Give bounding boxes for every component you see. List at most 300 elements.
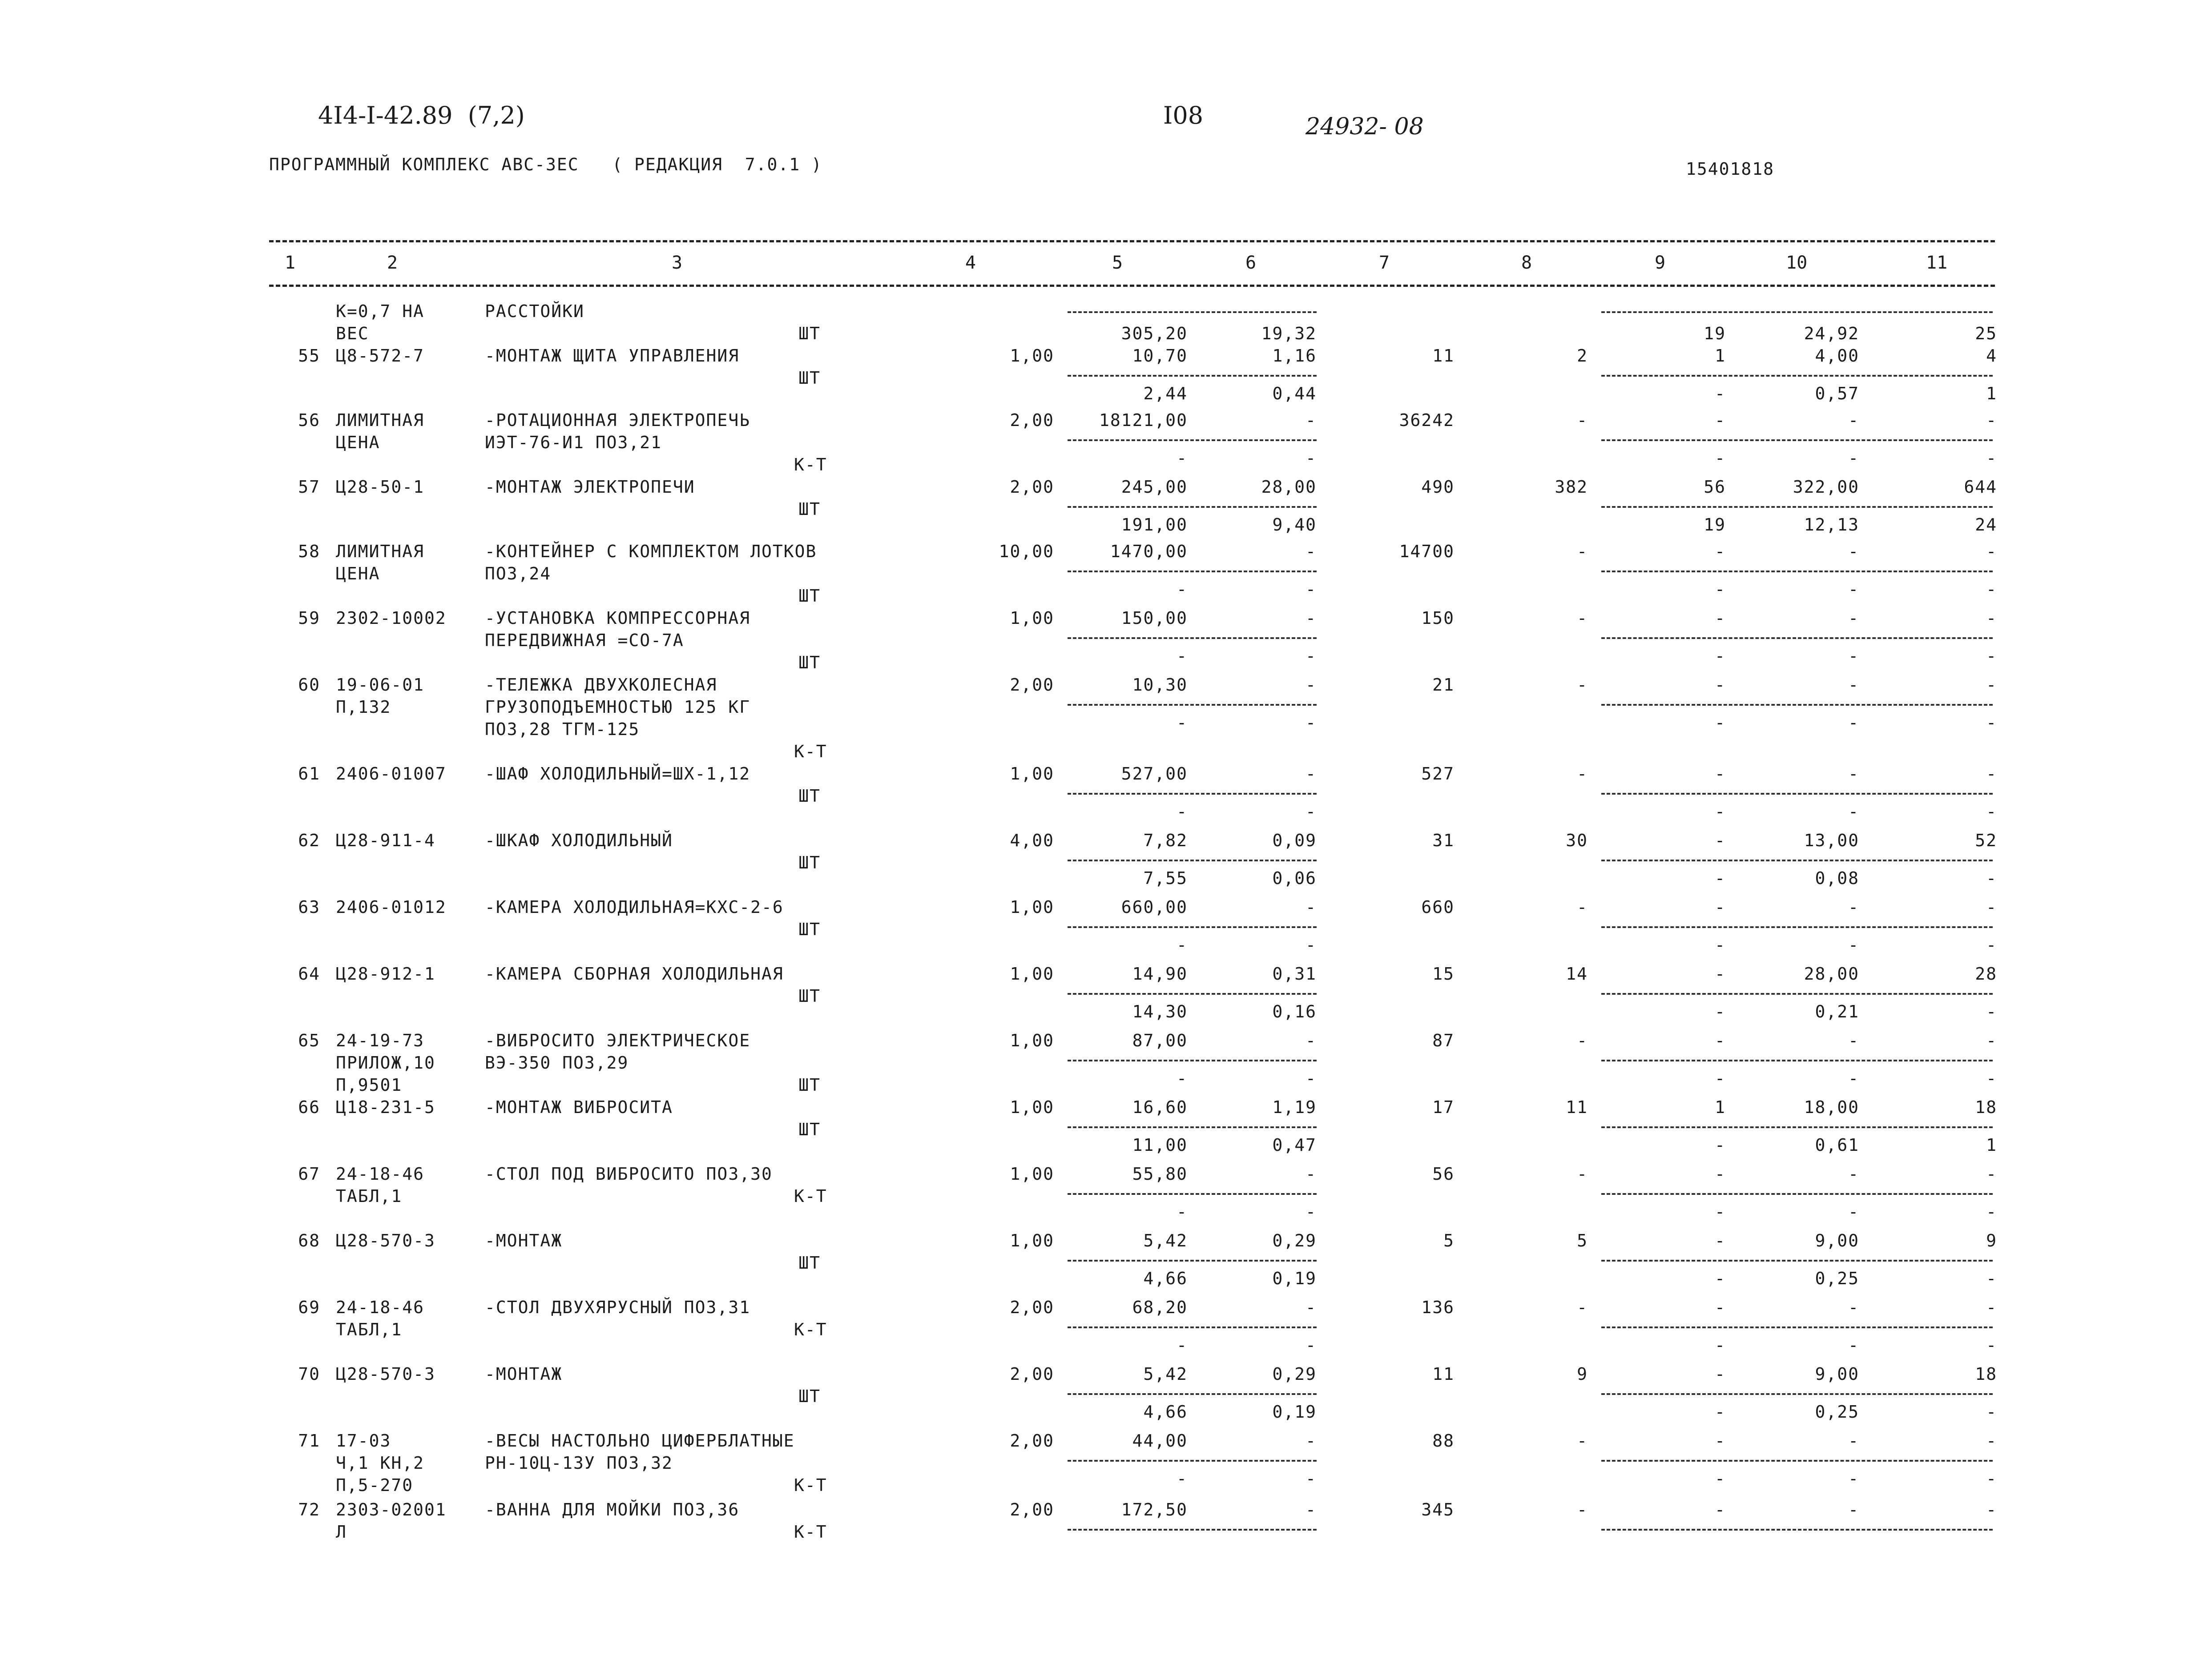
col10-value: - <box>1848 1164 1859 1184</box>
cell-separator <box>1601 926 1993 928</box>
col5-value: 10,30 <box>1132 675 1188 695</box>
col5-value: 14,90 <box>1132 964 1188 984</box>
quantity: 2,00 <box>1010 1364 1054 1384</box>
item-code: ЛИМИТНАЯ <box>336 542 425 561</box>
col11-wage-value: - <box>1986 713 1997 732</box>
col9-wage-value: - <box>1715 1469 1726 1488</box>
col10-wage-value: - <box>1848 1202 1859 1222</box>
col9-wage-value: - <box>1715 1069 1726 1088</box>
col10-wage-value: - <box>1848 1469 1859 1488</box>
cell-separator <box>1601 439 1993 441</box>
cell-separator <box>1601 993 1993 995</box>
program-number: 15401818 <box>1686 159 1775 179</box>
col9-wage-value: - <box>1715 713 1726 732</box>
col5-wage-value: 7,55 <box>1143 868 1188 888</box>
cell-separator <box>1068 311 1317 313</box>
col11-wage-value: - <box>1986 579 1997 599</box>
unit-label: ШТ <box>798 1075 821 1095</box>
cell-separator <box>1601 704 1993 706</box>
col11-wage-value: - <box>1986 1269 1997 1288</box>
col6-value: - <box>1305 1031 1317 1050</box>
col10-value: - <box>1848 897 1859 917</box>
col8-value: - <box>1577 897 1588 917</box>
col11-value: - <box>1986 764 1997 784</box>
col7-value: 11 <box>1432 1364 1455 1384</box>
col5-value: 87,00 <box>1132 1031 1188 1050</box>
col6-value: - <box>1305 1164 1317 1184</box>
col6-value: - <box>1305 764 1317 784</box>
col11-wage-value: - <box>1986 1402 1997 1422</box>
cell-separator <box>1068 793 1317 795</box>
item-code: К=0,7 НА <box>336 301 425 321</box>
col10-wage-value: - <box>1848 1069 1859 1088</box>
cell-separator <box>1601 1393 1993 1395</box>
col6-wage-value: - <box>1305 935 1317 955</box>
col6-value: 0,31 <box>1272 964 1317 984</box>
col6-wage-value: 0,44 <box>1272 384 1317 403</box>
col10-wage-value: - <box>1848 579 1859 599</box>
col11-value: - <box>1986 675 1997 695</box>
quantity: 1,00 <box>1010 964 1054 984</box>
col9-value: 1 <box>1715 346 1726 366</box>
col7-value: 31 <box>1432 831 1455 850</box>
column-header-5: 5 <box>1112 253 1123 273</box>
column-header-11: 11 <box>1926 253 1948 273</box>
col10-value: - <box>1848 1031 1859 1050</box>
cell-separator <box>1601 1460 1993 1462</box>
item-description: ИЭТ-76-И1 ПОЗ,21 <box>485 433 662 452</box>
col7-value: 11 <box>1432 346 1455 366</box>
col10-value: 4,00 <box>1815 346 1859 366</box>
column-header-8: 8 <box>1521 253 1532 273</box>
col8-value: - <box>1577 764 1588 784</box>
quantity: 1,00 <box>1010 764 1054 784</box>
col11-wage-value: - <box>1986 448 1997 468</box>
program-line: ПРОГРАММНЫЙ КОМПЛЕКС АВС-3ЕС ( РЕДАКЦИЯ 7.0.1 ) <box>269 155 822 174</box>
col5-wage-value: - <box>1177 1069 1188 1088</box>
quantity: 1,00 <box>1010 608 1054 628</box>
row-number: 69 <box>298 1298 320 1317</box>
col7-value: 21 <box>1432 675 1455 695</box>
col6-wage-value: 0,19 <box>1272 1269 1317 1288</box>
col6-value: 1,16 <box>1272 346 1317 366</box>
col6-wage-value: - <box>1305 579 1317 599</box>
column-header-9: 9 <box>1655 253 1666 273</box>
col9-wage-value: - <box>1715 935 1726 955</box>
column-header-2: 2 <box>387 253 398 273</box>
col11-value: - <box>1986 542 1997 561</box>
item-code: ВЕС <box>336 324 369 343</box>
col11-value: - <box>1986 1298 1997 1317</box>
col5-value: 1470,00 <box>1110 542 1188 561</box>
col6-value: 1,19 <box>1272 1097 1317 1117</box>
row-number: 56 <box>298 410 320 430</box>
table-header-rule <box>269 285 1995 287</box>
col9-wage-value: - <box>1715 1135 1726 1155</box>
col10-value: - <box>1848 410 1859 430</box>
col9-value: - <box>1715 831 1726 850</box>
cell-separator <box>1068 375 1317 377</box>
col7-value: 345 <box>1421 1500 1455 1519</box>
quantity: 1,00 <box>1010 1164 1054 1184</box>
col5-wage-value: - <box>1177 579 1188 599</box>
col6-wage-value: - <box>1305 646 1317 666</box>
quantity: 2,00 <box>1010 1500 1054 1519</box>
col10-value: - <box>1848 1500 1859 1519</box>
item-code: Ц28-912-1 <box>336 964 435 984</box>
cell-separator <box>1068 1260 1317 1262</box>
row-number: 72 <box>298 1500 320 1519</box>
col10-value: 9,00 <box>1815 1231 1859 1250</box>
item-description: -ВИБРОСИТО ЭЛЕКТРИЧЕСКОЕ <box>485 1031 751 1050</box>
col9-value: 1 <box>1715 1097 1726 1117</box>
column-header-1: 1 <box>285 253 296 273</box>
col7-value: 660 <box>1421 897 1455 917</box>
col10-wage-value: - <box>1848 646 1859 666</box>
unit-label: ШТ <box>798 853 821 872</box>
col11-value: 9 <box>1986 1231 1997 1250</box>
col6-value: - <box>1305 410 1317 430</box>
unit-label: ШТ <box>798 986 821 1006</box>
item-description: -МОНТАЖ ВИБРОСИТА <box>485 1097 673 1117</box>
col5-value: 10,70 <box>1132 346 1188 366</box>
column-header-10: 10 <box>1786 253 1808 273</box>
col10-wage-value: - <box>1848 1335 1859 1355</box>
col5-value: 44,00 <box>1132 1431 1188 1451</box>
item-description: -МОНТАЖ ЩИТА УПРАВЛЕНИЯ <box>485 346 740 366</box>
item-code: ТАБЛ,1 <box>336 1186 403 1206</box>
col10-value: 9,00 <box>1815 1364 1859 1384</box>
item-description: -КАМЕРА СБОРНАЯ ХОЛОДИЛЬНАЯ <box>485 964 784 984</box>
cell-separator <box>1601 1193 1993 1195</box>
col8-value: 30 <box>1566 831 1588 850</box>
col11-wage-value: - <box>1986 1069 1997 1088</box>
unit-label: К-Т <box>794 1186 827 1206</box>
col8-value: 11 <box>1566 1097 1588 1117</box>
col7-value: 527 <box>1421 764 1455 784</box>
item-code: Ц28-570-3 <box>336 1364 435 1384</box>
col8-value: - <box>1577 1164 1588 1184</box>
col11-value: - <box>1986 1164 1997 1184</box>
cell-separator <box>1601 860 1993 861</box>
cell-separator <box>1068 926 1317 928</box>
col6-wage-value: - <box>1305 1469 1317 1488</box>
row-number: 70 <box>298 1364 320 1384</box>
col11-value: 644 <box>1964 477 1997 497</box>
col6-value: - <box>1305 608 1317 628</box>
column-header-4: 4 <box>965 253 976 273</box>
col11-value: 4 <box>1986 346 1997 366</box>
col9-wage-value: - <box>1715 1269 1726 1288</box>
cell-separator <box>1601 506 1993 508</box>
item-code: 19-06-01 <box>336 675 425 695</box>
item-description: РАССТОЙКИ <box>485 301 584 321</box>
quantity: 2,00 <box>1010 410 1054 430</box>
col11-value: 52 <box>1975 831 1997 850</box>
col11-wage-value: - <box>1986 1335 1997 1355</box>
col5-value: 7,82 <box>1143 831 1188 850</box>
item-code: Ц18-231-5 <box>336 1097 435 1117</box>
item-description: -МОНТАЖ <box>485 1364 563 1384</box>
col10-value: 322,00 <box>1793 477 1859 497</box>
cell-separator <box>1601 1529 1993 1531</box>
quantity: 1,00 <box>1010 1031 1054 1050</box>
item-code: Ц28-570-3 <box>336 1231 435 1250</box>
col11-wage-value: - <box>1986 868 1997 888</box>
item-description: -ВАННА ДЛЯ МОЙКИ ПОЗ,36 <box>485 1500 740 1519</box>
col10-wage-value: 0,61 <box>1815 1135 1859 1155</box>
row-number: 67 <box>298 1164 320 1184</box>
col5-wage-value: - <box>1177 646 1188 666</box>
col11-value: - <box>1986 1500 1997 1519</box>
col6-wage-value: - <box>1305 448 1317 468</box>
col10-wage-value: 0,08 <box>1815 868 1859 888</box>
col5-wage-value: 4,66 <box>1143 1269 1188 1288</box>
cell-separator <box>1601 637 1993 639</box>
col9-value: - <box>1715 1164 1726 1184</box>
unit-label: ШТ <box>798 786 821 806</box>
col5-value: 150,00 <box>1121 608 1188 628</box>
col7-value: 17 <box>1432 1097 1455 1117</box>
col5-value: 16,60 <box>1132 1097 1188 1117</box>
cell-separator <box>1601 1326 1993 1328</box>
item-code: 2406-01007 <box>336 764 447 784</box>
item-code: 17-03 <box>336 1431 391 1451</box>
col11-value: 28 <box>1975 964 1997 984</box>
col8-value: - <box>1577 1031 1588 1050</box>
col6-value: 28,00 <box>1261 477 1317 497</box>
col6-value: - <box>1305 1431 1317 1451</box>
col5-value: 305,20 <box>1121 324 1188 343</box>
unit-label: ШТ <box>798 653 821 672</box>
col10-value: 24,92 <box>1804 324 1859 343</box>
cell-separator <box>1601 375 1993 377</box>
row-number: 68 <box>298 1231 320 1250</box>
col10-value: - <box>1848 1298 1859 1317</box>
item-code: Ц28-911-4 <box>336 831 435 850</box>
col9-wage-value: - <box>1715 1202 1726 1222</box>
col6-wage-value: 0,16 <box>1272 1002 1317 1021</box>
unit-label: ШТ <box>798 920 821 939</box>
cell-separator <box>1601 311 1993 313</box>
col5-wage-value: - <box>1177 935 1188 955</box>
quantity: 2,00 <box>1010 477 1054 497</box>
col11-wage-value: 1 <box>1986 384 1997 403</box>
col11-value: - <box>1986 410 1997 430</box>
item-code: П,9501 <box>336 1075 403 1095</box>
page-number: I08 <box>1163 101 1204 129</box>
col6-wage-value: 0,19 <box>1272 1402 1317 1422</box>
col10-value: 13,00 <box>1804 831 1859 850</box>
item-description: ПЕРЕДВИЖНАЯ =СО-7А <box>485 631 684 650</box>
cell-separator <box>1068 1393 1317 1395</box>
item-code: 24-18-46 <box>336 1298 425 1317</box>
col9-value: 56 <box>1704 477 1726 497</box>
column-header-3: 3 <box>672 253 683 273</box>
col9-wage-value: - <box>1715 579 1726 599</box>
col11-value: - <box>1986 897 1997 917</box>
col6-wage-value: - <box>1305 802 1317 821</box>
item-description: ГРУЗОПОДЪЕМНОСТЬЮ 125 КГ <box>485 697 751 717</box>
item-code: ТАБЛ,1 <box>336 1320 403 1339</box>
row-number: 62 <box>298 831 320 850</box>
col8-value: - <box>1577 542 1588 561</box>
unit-label: ШТ <box>798 499 821 519</box>
row-number: 57 <box>298 477 320 497</box>
cell-separator <box>1068 439 1317 441</box>
col5-value: 245,00 <box>1121 477 1188 497</box>
col7-value: 5 <box>1443 1231 1455 1250</box>
col6-wage-value: - <box>1305 1202 1317 1222</box>
quantity: 1,00 <box>1010 346 1054 366</box>
col10-value: - <box>1848 1431 1859 1451</box>
item-code: Ц8-572-7 <box>336 346 425 366</box>
item-code: 2302-10002 <box>336 608 447 628</box>
col7-value: 36242 <box>1399 410 1455 430</box>
col8-value: - <box>1577 675 1588 695</box>
col5-wage-value: 4,66 <box>1143 1402 1188 1422</box>
col5-wage-value: - <box>1177 1335 1188 1355</box>
cell-separator <box>1601 1060 1993 1061</box>
col10-wage-value: - <box>1848 935 1859 955</box>
col6-value: - <box>1305 1500 1317 1519</box>
col6-wage-value: - <box>1305 1069 1317 1088</box>
col9-value: - <box>1715 410 1726 430</box>
col11-value: - <box>1986 1031 1997 1050</box>
col9-value: - <box>1715 1364 1726 1384</box>
row-number: 71 <box>298 1431 320 1451</box>
col5-value: 68,20 <box>1132 1298 1188 1317</box>
col6-value: 0,29 <box>1272 1231 1317 1250</box>
col10-wage-value: 12,13 <box>1804 515 1859 535</box>
col7-value: 87 <box>1432 1031 1455 1050</box>
col10-wage-value: 0,21 <box>1815 1002 1859 1021</box>
col11-value: - <box>1986 608 1997 628</box>
col5-value: 5,42 <box>1143 1364 1188 1384</box>
cell-separator <box>1601 571 1993 572</box>
item-code: 2303-02001 <box>336 1500 447 1519</box>
row-number: 65 <box>298 1031 320 1050</box>
row-number: 59 <box>298 608 320 628</box>
quantity: 4,00 <box>1010 831 1054 850</box>
col8-value: 9 <box>1577 1364 1588 1384</box>
item-description: -ТЕЛЕЖКА ДВУХКОЛЕСНАЯ <box>485 675 717 695</box>
col9-wage-value: 19 <box>1704 515 1726 535</box>
col5-value: 18121,00 <box>1099 410 1188 430</box>
row-number: 64 <box>298 964 320 984</box>
col11-value: - <box>1986 1431 1997 1451</box>
col5-value: 527,00 <box>1121 764 1188 784</box>
col11-wage-value: - <box>1986 1469 1997 1488</box>
unit-label: ШТ <box>798 1387 821 1406</box>
col7-value: 15 <box>1432 964 1455 984</box>
cell-separator <box>1068 704 1317 706</box>
unit-label: ШТ <box>798 324 821 343</box>
col10-value: - <box>1848 542 1859 561</box>
item-description: -КАМЕРА ХОЛОДИЛЬНАЯ=КХС-2-6 <box>485 897 784 917</box>
unit-label: ШТ <box>798 368 821 388</box>
cell-separator <box>1068 1529 1317 1531</box>
column-header-6: 6 <box>1245 253 1257 273</box>
item-description: ВЭ-350 ПОЗ,29 <box>485 1053 629 1073</box>
col6-value: 19,32 <box>1261 324 1317 343</box>
col9-value: - <box>1715 764 1726 784</box>
col5-wage-value: 14,30 <box>1132 1002 1188 1021</box>
item-code: ЛИМИТНАЯ <box>336 410 425 430</box>
col11-wage-value: - <box>1986 646 1997 666</box>
col10-value: - <box>1848 764 1859 784</box>
col5-wage-value: 191,00 <box>1121 515 1188 535</box>
quantity: 1,00 <box>1010 1097 1054 1117</box>
col5-wage-value: - <box>1177 1469 1188 1488</box>
item-description: -МОНТАЖ <box>485 1231 563 1250</box>
cell-separator <box>1068 1193 1317 1195</box>
col10-value: - <box>1848 608 1859 628</box>
col8-value: - <box>1577 1431 1588 1451</box>
unit-label: К-Т <box>794 1320 827 1339</box>
col6-wage-value: 0,47 <box>1272 1135 1317 1155</box>
col9-value: - <box>1715 1031 1726 1050</box>
row-number: 58 <box>298 542 320 561</box>
item-code: 24-18-46 <box>336 1164 425 1184</box>
cell-separator <box>1068 637 1317 639</box>
col9-value: - <box>1715 1500 1726 1519</box>
col7-value: 56 <box>1432 1164 1455 1184</box>
quantity: 1,00 <box>1010 1231 1054 1250</box>
col6-value: - <box>1305 675 1317 695</box>
item-description: -ВЕСЫ НАСТОЛЬНО ЦИФЕРБЛАТНЫЕ <box>485 1431 795 1451</box>
cell-separator <box>1068 1126 1317 1128</box>
item-description: -СТОЛ ПОД ВИБРОСИТО ПОЗ,30 <box>485 1164 773 1184</box>
col6-wage-value: 0,06 <box>1272 868 1317 888</box>
col5-value: 172,50 <box>1121 1500 1188 1519</box>
col9-value: - <box>1715 608 1726 628</box>
col5-wage-value: 11,00 <box>1132 1135 1188 1155</box>
col6-value: - <box>1305 542 1317 561</box>
col7-value: 14700 <box>1399 542 1455 561</box>
col6-value: - <box>1305 1298 1317 1317</box>
col9-value: - <box>1715 675 1726 695</box>
col8-value: - <box>1577 410 1588 430</box>
col6-value: 0,09 <box>1272 831 1317 850</box>
item-description: -КОНТЕЙНЕР С КОМПЛЕКТОМ ЛОТКОВ <box>485 542 817 561</box>
col9-value: 19 <box>1704 324 1726 343</box>
unit-label: К-Т <box>794 455 827 474</box>
item-description: ПОЗ,28 ТГМ-125 <box>485 719 640 739</box>
col5-wage-value: - <box>1177 448 1188 468</box>
item-description: -УСТАНОВКА КОМПРЕССОРНАЯ <box>485 608 751 628</box>
table-top-rule <box>269 240 1995 242</box>
col11-value: 25 <box>1975 324 1997 343</box>
cell-separator <box>1068 860 1317 861</box>
unit-label: ШТ <box>798 1120 821 1139</box>
col9-wage-value: - <box>1715 1002 1726 1021</box>
col10-wage-value: 0,57 <box>1815 384 1859 403</box>
item-description: -ШАФ ХОЛОДИЛЬНЫЙ=ШХ-1,12 <box>485 764 751 784</box>
col10-value: 18,00 <box>1804 1097 1859 1117</box>
col8-value: - <box>1577 1500 1588 1519</box>
col9-wage-value: - <box>1715 868 1726 888</box>
cell-separator <box>1068 1060 1317 1061</box>
col5-value: 55,80 <box>1132 1164 1188 1184</box>
col7-value: 490 <box>1421 477 1455 497</box>
col5-value: 660,00 <box>1121 897 1188 917</box>
col6-value: - <box>1305 897 1317 917</box>
col11-wage-value: 1 <box>1986 1135 1997 1155</box>
col11-wage-value: 24 <box>1975 515 1997 535</box>
col7-value: 150 <box>1421 608 1455 628</box>
quantity: 2,00 <box>1010 1431 1054 1451</box>
